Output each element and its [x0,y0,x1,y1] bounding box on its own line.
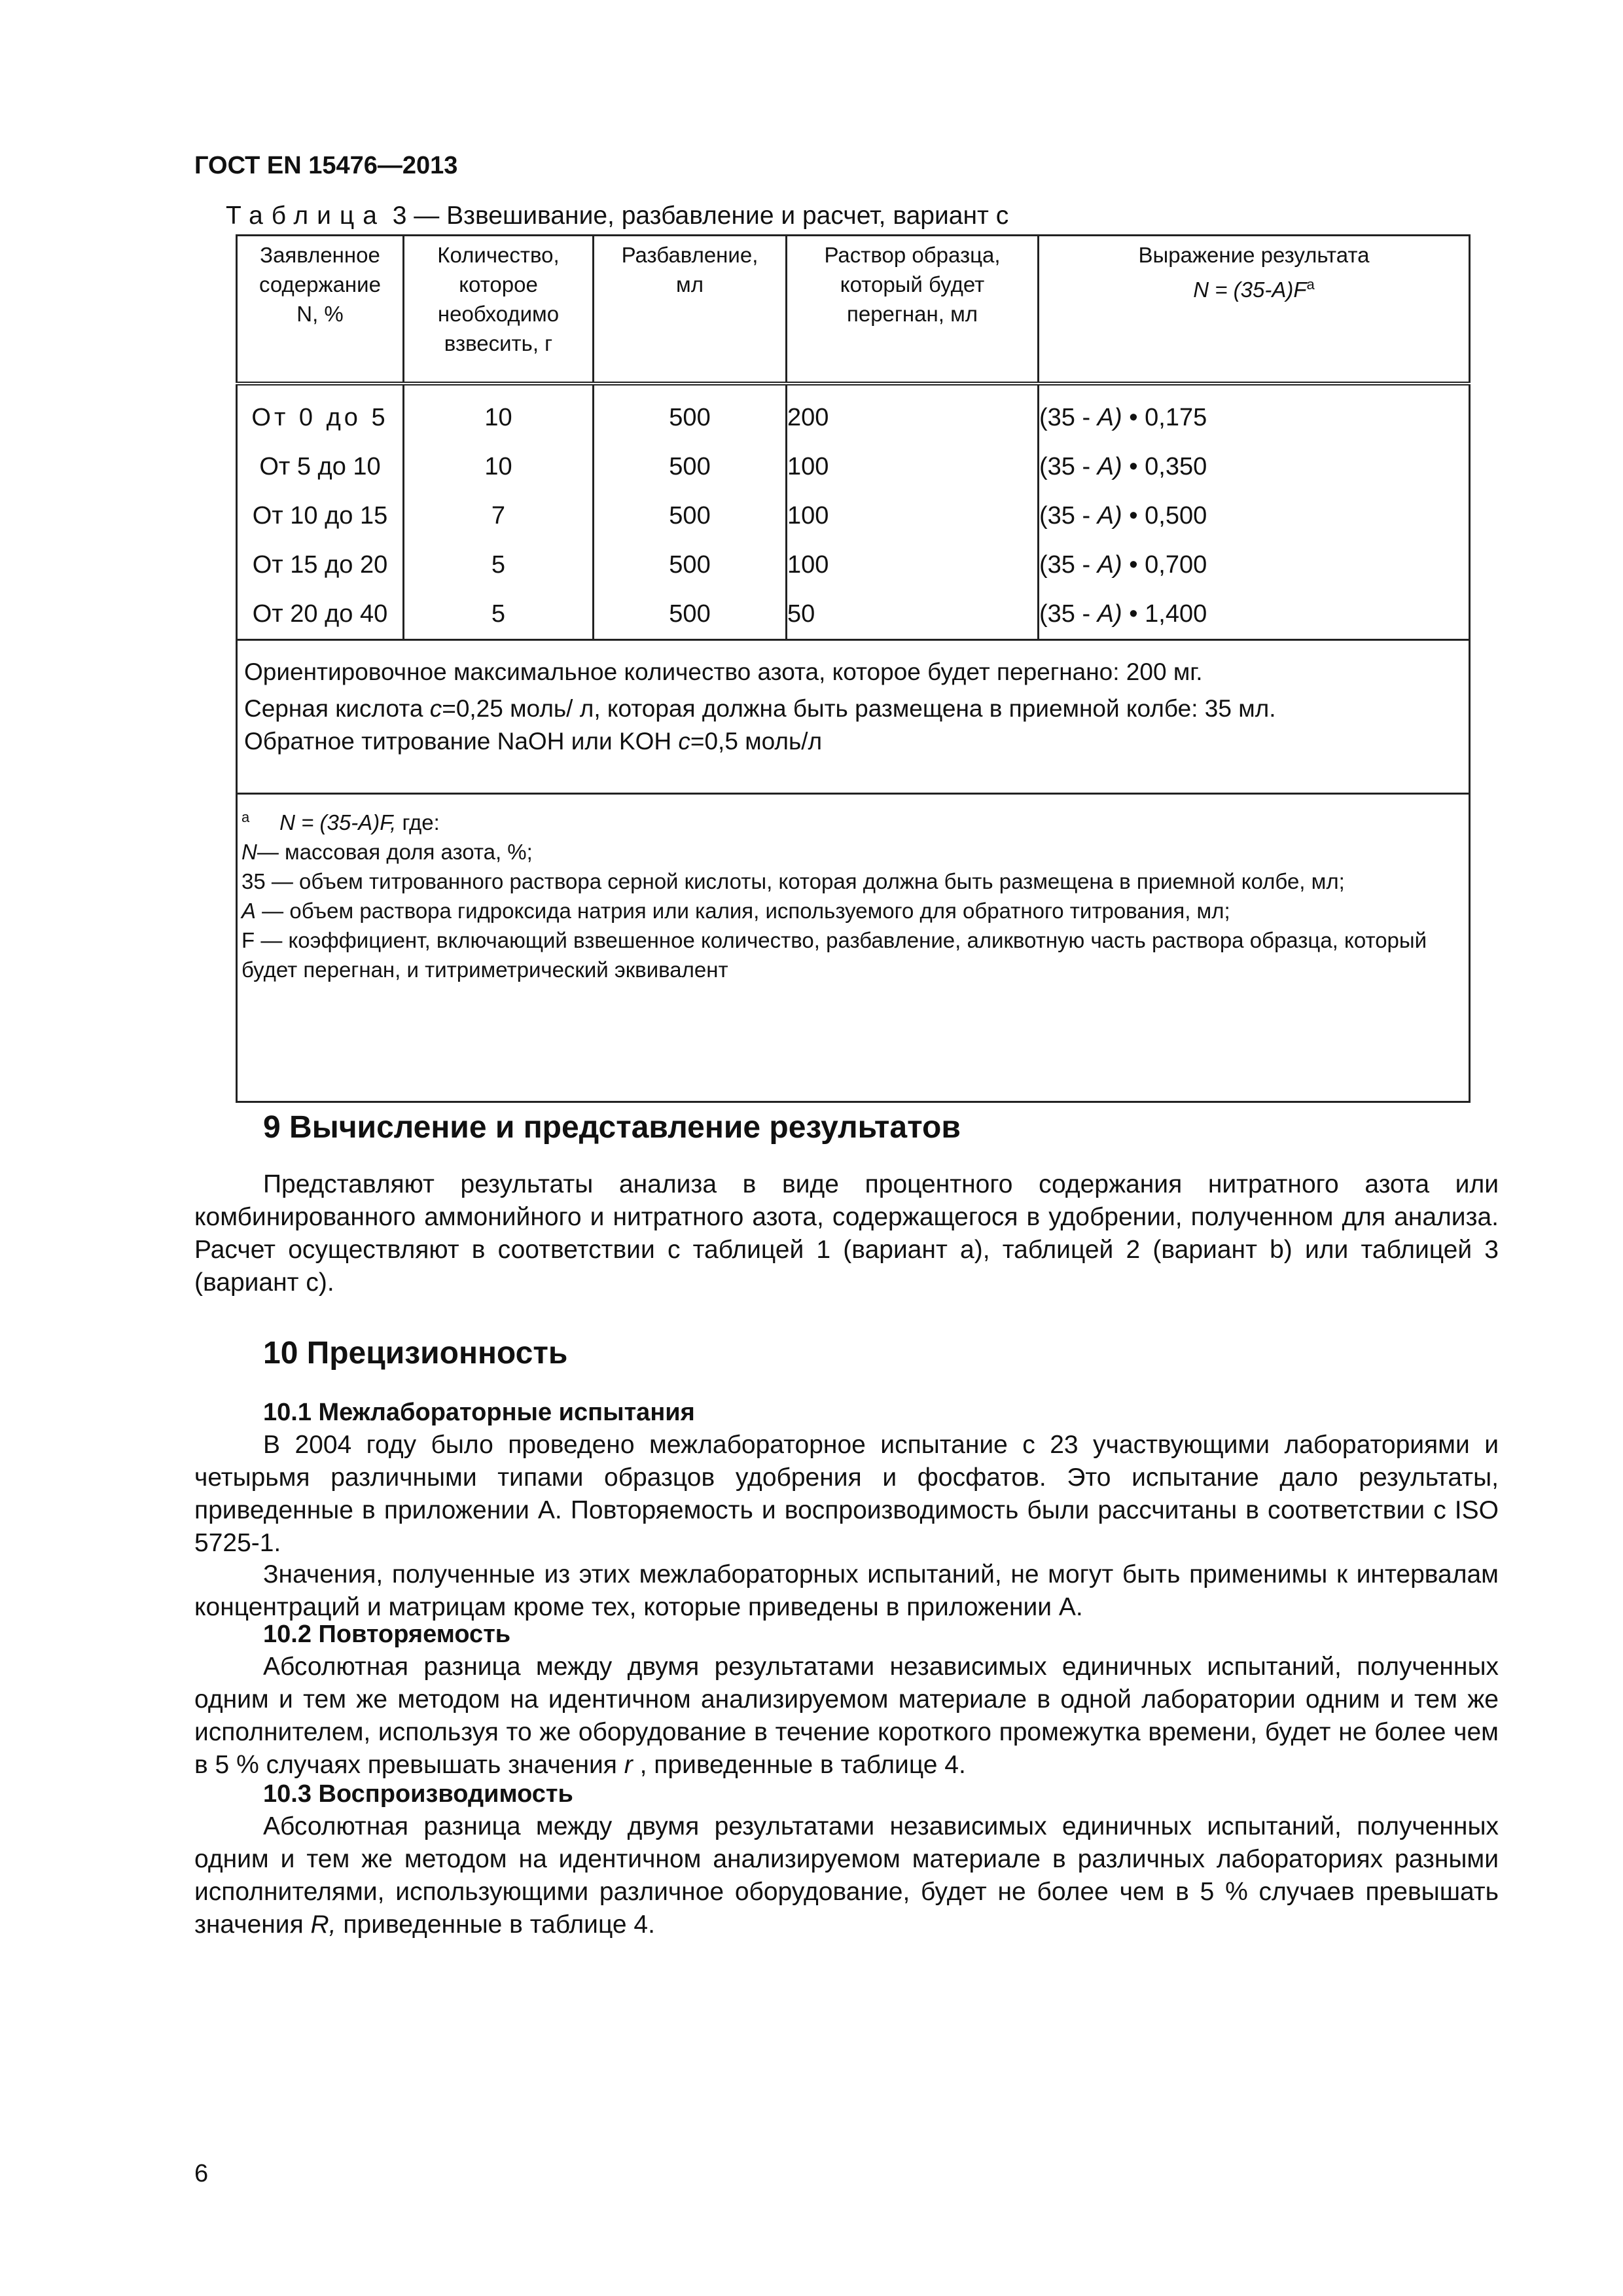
cell-dilution: 500 [669,600,711,628]
cell-range: От 20 до 40 [252,600,388,628]
footnote-marker: а [241,808,250,825]
cell-dilution: 500 [669,550,711,579]
footnote-marker: а [1306,276,1315,293]
cell-dilution: 500 [669,403,711,431]
col-header-formula [1039,270,1469,304]
note-line [241,896,1465,925]
cell-expression [1039,541,1469,590]
expr-var: A) [1097,452,1122,480]
table-caption-word: Таблица [226,202,385,230]
col-header-line: мл [676,272,704,296]
formula-text: N = (35-A)F [1193,278,1307,302]
subsection-10-1-text: В 2004 году было проведено межлабораторное испытание с 23 участвующими лабораториями и четырьмя различными типами образцов удобрения и фосфатов. Это испытание дало результаты, приведенные в приложении А. Повторяемость и воспроизводимость были рассчитаны в соответствии с ISO 5725-1. [194,1431,1499,1557]
section-9-text: Представляют результаты анализа в виде процентного содержания нитратного азота или комбинированного аммонийного и нитратного азота, содержащегося в удобрении, полученном для анализа. Расчет осуществляют в соответствии с таблицей 1 (вариант a), таблицей 2 (вариант b) или таблицей 3 (вариант c). [194,1170,1499,1297]
col-header-line: Раствор образца, [824,243,1001,267]
expr-part: (35 - [1039,403,1097,431]
cell-mass: 5 [491,600,506,628]
expr-part: (35 - [1039,550,1097,579]
col-header-line: который будет [840,272,985,296]
expr-part: (35 - [1039,600,1097,628]
table-3 [236,234,1471,1103]
cell-range: От 15 до 20 [252,550,388,579]
info-line: Ориентировочное максимальное количество азота, которое будет перегнано: 200 мг. [244,658,1203,685]
table-caption-text: 3 — Взвешивание, разбавление и расчет, вариант с [385,202,1009,230]
info-var: c [678,727,690,755]
col-dilution [594,236,787,384]
expr-part: • 0,500 [1122,501,1207,529]
col-header-line: Заявленное [260,243,380,267]
col-aliquot [787,236,1039,384]
expr-part: • 0,700 [1122,550,1207,579]
col-header-line: Разбавление, [621,243,758,267]
page-number: 6 [194,2160,209,2187]
table-caption [226,202,1008,230]
subsection-10-3-title: 10.3 Воспроизводимость [263,1780,573,1808]
expr-var: A) [1097,501,1122,529]
cell-aliquot: 100 [787,501,829,529]
para-part: , приведенные в таблице 4. [632,1751,966,1779]
subsection-10-3-text [194,1810,1499,1941]
col-header-line: Выражение результата [1138,243,1370,267]
expr-part: • 0,175 [1122,403,1207,431]
cell-expression [1039,393,1469,442]
cell-range: От 5 до 10 [259,452,381,480]
info-part: Обратное титрование NaOH или KOH [244,727,679,755]
cell-expression [1039,492,1469,541]
note-var: A [241,898,257,923]
expr-part: (35 - [1039,501,1097,529]
note-line [241,837,1465,867]
cell-mass: 7 [491,501,506,529]
expr-part: • 1,400 [1122,600,1207,628]
para-part: Абсолютная разница между двумя результатами независимых единичных испытаний, полученных одним и тем же методом на идентичном анализируемом материале в различных лабораториях разными исполнителями, использующими различное оборудование, будет не более чем в 5 % случаев превышать значения [194,1812,1499,1939]
para-part: Абсолютная разница между двумя результатами независимых единичных испытаний, полученных одним и тем же методом на идентичном анализируемом материале в одной лаборатории одним и тем же исполнителем, используя то же оборудование в течение короткого промежутка времени, будет не более чем в 5 % случаях превышать значения [194,1653,1499,1779]
subsection-10-1-text-2: Значения, полученные из этих межлабораторных испытаний, не могут быть применимы к интервалам концентраций и матрицам кроме тех, которые приведены в приложении А. [194,1560,1499,1621]
subsection-10-1-title: 10.1 Межлабораторные испытания [263,1399,695,1426]
cell-aliquot: 100 [787,550,829,579]
cells-dilution [594,384,787,640]
table-info-row [237,639,1470,793]
col-header-line: которое [459,272,538,296]
subsection-10-2-text [194,1651,1499,1782]
cell-mass: 5 [491,550,506,579]
para-var: r [624,1751,633,1779]
cells-aliquot [787,384,1039,640]
note-line: 35 — объем титрованного раствора серной кислоты, которая должна быть размещена в приемной колбе, мл; [241,869,1345,893]
section-9-heading: 9 Вычисление и представление результатов [263,1110,961,1145]
col-header-line: необходимо [437,302,560,326]
section-10-heading: 10 Прецизионность [263,1336,568,1371]
expr-var: A) [1097,403,1122,431]
para-var: R, [310,1910,336,1939]
info-var: c [429,694,442,722]
col-header-line: Количество, [437,243,560,267]
col-expression [1039,236,1470,384]
col-header-line: перегнан, мл [846,302,978,326]
note-formula-text: N = (35-A)F, [279,810,397,834]
cell-dilution: 500 [669,501,711,529]
table-data-row [237,384,1470,640]
cell-range: От 10 до 15 [252,501,388,529]
info-line [244,723,1462,760]
para-part: приведенные в таблице 4. [336,1910,655,1939]
table-notes-row [237,793,1470,1102]
cells-mass [404,384,594,640]
cell-expression [1039,590,1469,639]
expr-var: A) [1097,600,1122,628]
note-line: F — коэффициент, включающий взвешенное количество, разбавление, аликвотную часть раствора образца, который будет перегнан, и титриметрический эквивалент [241,927,1427,982]
cells-expression [1039,384,1470,640]
table-notes-cell [237,793,1470,1102]
document-header: ГОСТ EN 15476—2013 [194,152,458,179]
subsection-10-2-title: 10.2 Повторяемость [263,1621,511,1648]
info-part: Серная кислота [244,694,430,722]
note-formula [241,802,1465,837]
expr-part: (35 - [1039,452,1097,480]
cell-aliquot: 100 [787,452,829,480]
note-var: N [241,839,257,864]
cell-mass: 10 [484,403,512,431]
note-formula-tail: где: [396,810,440,834]
info-line [244,691,1462,727]
cell-aliquot: 50 [787,600,815,628]
note-text: — объем раствора гидроксида натрия или калия, используемого для обратного титрования, мл; [256,898,1230,923]
table-header-row [237,236,1470,384]
cells-range [237,384,404,640]
col-mass [404,236,594,384]
cell-mass: 10 [484,452,512,480]
info-part: =0,25 моль/ л, которая должна быть размещена в приемной колбе: 35 мл. [442,694,1276,722]
col-header-line: содержание [259,272,381,296]
col-declared-content [237,236,404,384]
cell-aliquot: 200 [787,403,829,431]
note-text: — массовая доля азота, %; [257,839,533,864]
info-part: =0,5 моль/л [690,727,823,755]
expr-part: • 0,350 [1122,452,1207,480]
expr-var: A) [1097,550,1122,579]
col-header-line: взвесить, г [444,331,553,355]
col-header-line: N, % [296,302,344,326]
cell-range: От 0 до 5 [251,403,389,431]
cell-expression [1039,442,1469,492]
cell-dilution: 500 [669,452,711,480]
table-info-cell [237,639,1470,793]
